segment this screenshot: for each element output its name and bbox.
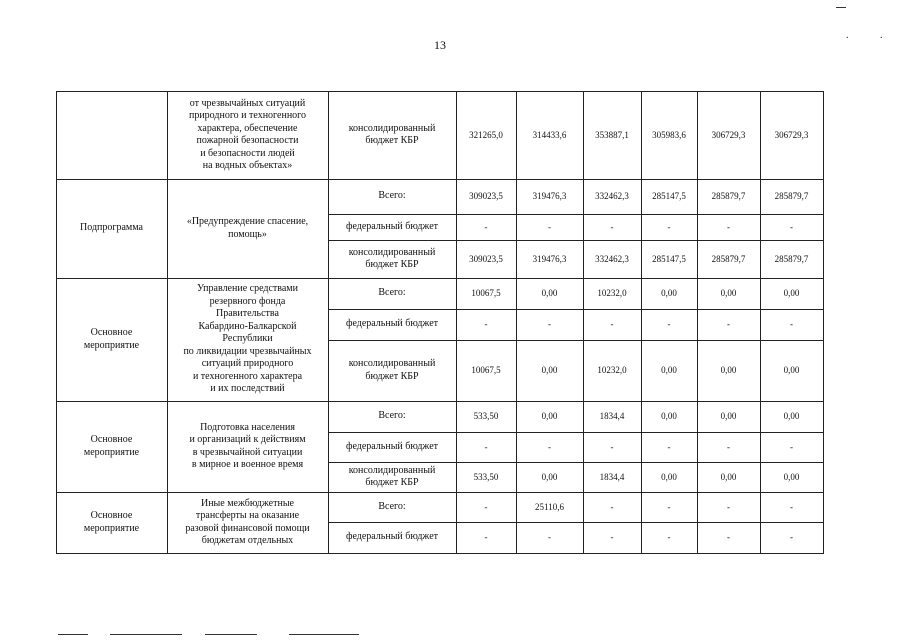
table-cell: - <box>727 532 730 543</box>
scan-mark: . <box>846 30 849 41</box>
table-cell: 533,50 <box>473 411 499 422</box>
table-cell: 305983,6 <box>652 129 686 140</box>
table-cell: - <box>667 221 671 232</box>
table-cell: 1834,4 <box>599 471 625 482</box>
table-cell: - <box>548 319 551 330</box>
funding-source: Всего: <box>378 287 406 299</box>
table-cell: 332462,3 <box>595 191 629 202</box>
table-cell: 0,00 <box>541 471 558 482</box>
funding-source: Всего: <box>378 410 406 422</box>
row-name: от чрезвычайных ситуаций природного и техногенного характера, обеспечение пожарной безопасности и безопасности людей на водных объектах» <box>188 97 307 171</box>
table-cell: 10232,0 <box>597 288 627 299</box>
table-cell: 10232,0 <box>597 365 627 376</box>
table-cell: 0,00 <box>541 411 558 422</box>
scan-mark <box>289 634 359 635</box>
scan-mark <box>58 634 88 635</box>
table-cell: 0,00 <box>720 288 737 299</box>
table-cell: 314433,6 <box>532 129 567 140</box>
table-cell: - <box>484 501 488 512</box>
table-cell: - <box>610 221 614 232</box>
table-cell: 0,00 <box>783 411 800 422</box>
funding-source: федеральный бюджет <box>345 440 439 452</box>
page-number: 13 <box>434 38 446 52</box>
table-cell: 309023,5 <box>469 253 503 264</box>
table-cell: 306729,3 <box>774 129 809 140</box>
funding-source: Всего: <box>378 500 406 512</box>
table-cell: - <box>790 532 793 543</box>
table-cell: 0,00 <box>783 288 800 299</box>
table-cell: - <box>790 441 793 452</box>
table-cell: - <box>548 221 551 232</box>
table-cell: 10067,5 <box>471 365 501 376</box>
table-cell: - <box>484 221 488 232</box>
table-cell: - <box>727 221 730 232</box>
row-name: Иные межбюджетные трансферты на оказание разовой финансовой помощи бюджетам отдельных <box>185 497 310 546</box>
table-cell: - <box>667 532 671 543</box>
table-cell: 533,50 <box>473 471 499 482</box>
funding-source: федеральный бюджет <box>345 220 439 232</box>
table-cell: - <box>790 221 793 232</box>
scan-mark <box>836 7 846 8</box>
table-rule <box>56 553 824 554</box>
table-cell: 321265,0 <box>469 129 503 140</box>
funding-source: федеральный бюджет <box>345 318 439 330</box>
scan-mark <box>110 634 182 635</box>
row-type <box>56 91 167 179</box>
table-cell: 1834,4 <box>599 411 625 422</box>
row-type: Основное мероприятие <box>83 434 140 458</box>
table-cell: 0,00 <box>720 365 737 376</box>
row-type: Подпрограмма <box>80 222 143 234</box>
table-cell: 285879,7 <box>774 253 809 264</box>
scan-mark: . <box>880 30 883 41</box>
table-cell: 0,00 <box>661 365 677 376</box>
table-cell: 285879,7 <box>711 253 746 264</box>
table-cell: - <box>484 441 488 452</box>
row-name: Управление средствами резервного фонда Правительства Кабардино-Балкарской Республики по ликвидации чрезвычайных ситуаций природного и техногенного характера и их последствий <box>183 283 312 395</box>
table-cell: - <box>667 441 671 452</box>
table-cell: 0,00 <box>783 365 800 376</box>
table-cell: 332462,3 <box>595 253 629 264</box>
table-cell: - <box>727 319 730 330</box>
funding-source: Всего: <box>378 190 406 202</box>
table-cell: 0,00 <box>661 288 677 299</box>
table-cell: - <box>610 501 614 512</box>
table-cell: 285879,7 <box>774 191 809 202</box>
table-cell: 0,00 <box>541 288 558 299</box>
row-type: Основное мероприятие <box>83 327 140 351</box>
table-cell: - <box>610 532 614 543</box>
table-cell: - <box>484 319 488 330</box>
funding-source: консолидированный бюджет КБР <box>348 246 436 270</box>
table-cell: 0,00 <box>720 411 737 422</box>
table-cell: - <box>790 501 793 512</box>
table-cell: - <box>610 441 614 452</box>
table-cell: 0,00 <box>661 471 677 482</box>
funding-source: консолидированный бюджет КБР <box>348 358 436 382</box>
table-cell: 0,00 <box>720 471 737 482</box>
funding-source: консолидированный бюджет КБР <box>348 122 436 146</box>
table-cell: 353887,1 <box>595 129 629 140</box>
table-cell: 319476,3 <box>532 253 567 264</box>
table-cell: 319476,3 <box>532 191 567 202</box>
table-cell: - <box>667 319 671 330</box>
scan-mark <box>205 634 257 635</box>
table-cell: 25110,6 <box>535 501 564 512</box>
table-cell: 0,00 <box>661 411 677 422</box>
table-cell: - <box>790 319 793 330</box>
table-cell: - <box>727 441 730 452</box>
table-cell: - <box>667 501 671 512</box>
table-cell: 285147,5 <box>652 191 686 202</box>
table-cell: 306729,3 <box>711 129 746 140</box>
row-name: Подготовка населения и организаций к действиям в чрезвычайной ситуации в мирное и военное время <box>189 421 306 470</box>
table-cell: 285879,7 <box>711 191 746 202</box>
table-cell: 285147,5 <box>652 253 686 264</box>
table-cell: - <box>548 532 551 543</box>
funding-source: федеральный бюджет <box>345 531 439 543</box>
table-cell: 0,00 <box>541 365 558 376</box>
table-rule <box>823 91 824 553</box>
row-name: «Предупреждение спасение, помощь» <box>186 216 309 240</box>
table-cell: - <box>610 319 614 330</box>
table-cell: - <box>484 532 488 543</box>
table-cell: - <box>548 441 551 452</box>
row-type: Основное мероприятие <box>83 510 140 534</box>
funding-source: консолидированный бюджет КБР <box>348 464 436 488</box>
table-cell: 0,00 <box>783 471 800 482</box>
table-cell: - <box>727 501 730 512</box>
table-cell: 10067,5 <box>471 288 501 299</box>
table-cell: 309023,5 <box>469 191 503 202</box>
